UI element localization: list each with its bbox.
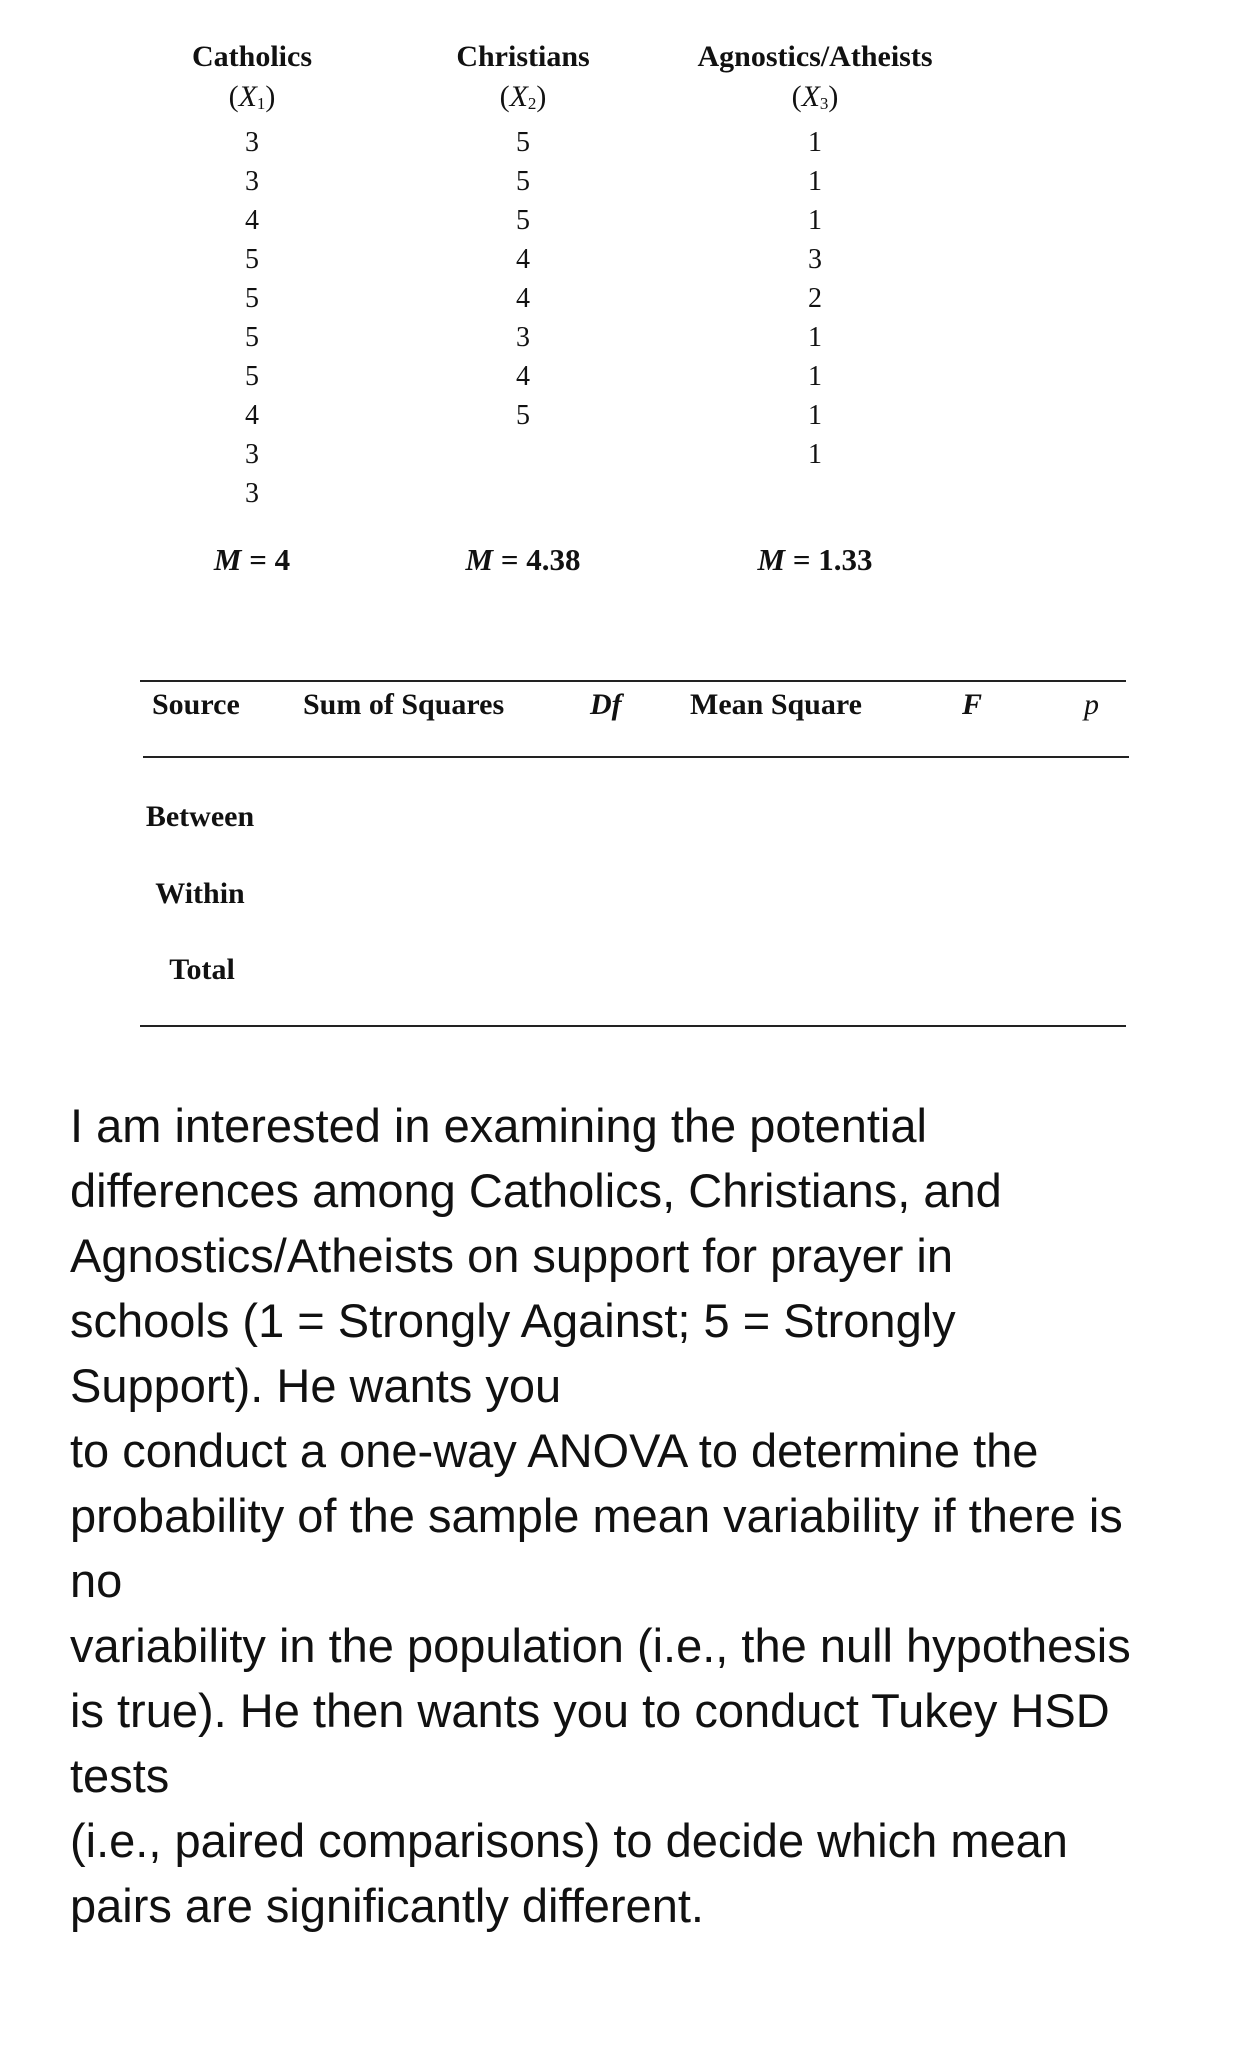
mean-catholics: M = 4 (213, 542, 291, 577)
data-value: 1 (808, 166, 822, 197)
text-line: Agnostics/Atheists on support for prayer in (70, 1229, 953, 1282)
row-between: Between (145, 800, 255, 833)
data-value: 5 (245, 283, 259, 314)
text-line: (i.e., paired comparisons) to decide which mean (70, 1814, 1068, 1867)
row-total: Total (169, 953, 235, 986)
data-value: 3 (808, 244, 822, 275)
data-value: 1 (808, 205, 822, 236)
data-value: 1 (808, 127, 822, 158)
column-variable: $(X_2)$ (499, 80, 547, 113)
data-value: 4 (245, 205, 259, 236)
data-value: 1 (808, 439, 822, 470)
row-within: Within (155, 877, 245, 910)
table-bottom-rule (140, 1025, 1126, 1027)
data-value: 1 (808, 400, 822, 431)
text-line: I am interested in examining the potential (70, 1099, 927, 1152)
column-variable: $(X_3)$ (791, 80, 839, 113)
mean-agnostics-atheists: M = 1.33 (757, 542, 873, 577)
data-value: 5 (516, 166, 530, 197)
data-value: 4 (516, 244, 530, 275)
data-value: 5 (516, 127, 530, 158)
data-value: 4 (516, 361, 530, 392)
text-line: no (70, 1554, 123, 1607)
data-value: 3 (245, 439, 259, 470)
text-line: Support). He wants you (70, 1359, 562, 1412)
mean-christians: M = 4.38 (465, 542, 581, 577)
text-line: schools (1 = Strongly Against; 5 = Strongly (70, 1294, 956, 1347)
data-value: 4 (516, 283, 530, 314)
column-header: Christians (456, 40, 590, 73)
table-top-rule (140, 680, 1126, 682)
column-agnostics-atheists (635, 38, 995, 474)
data-value: 3 (245, 478, 259, 509)
data-value: 3 (245, 166, 259, 197)
header-mean-square: Mean Square (690, 688, 862, 721)
data-value: 1 (808, 361, 822, 392)
column-header: Catholics (192, 40, 312, 73)
data-value: 5 (245, 361, 259, 392)
text-line: differences among Catholics, Christians, and (70, 1164, 1002, 1217)
text-line: to conduct a one-way ANOVA to determine the (70, 1424, 1039, 1477)
data-value: 5 (245, 322, 259, 353)
header-f: F (962, 688, 983, 721)
data-value: 4 (245, 400, 259, 431)
data-value: 1 (808, 322, 822, 353)
table-header-rule (143, 756, 1129, 758)
header-sum-of-squares: Sum of Squares (303, 688, 505, 721)
data-value: 5 (245, 244, 259, 275)
question-text (70, 1093, 1200, 1938)
data-value: 2 (808, 283, 822, 314)
column-variable: $(X_1)$ (228, 80, 276, 113)
header-df: Df (590, 688, 622, 721)
data-value: 3 (516, 322, 530, 353)
text-line: variability in the population (i.e., the null hypothesis (70, 1619, 1131, 1672)
header-p: p (1084, 688, 1099, 721)
text-line: tests (70, 1749, 170, 1802)
value-list (635, 123, 995, 474)
text-line: pairs are significantly different. (70, 1879, 704, 1932)
header-source: Source (152, 688, 240, 721)
column-header: Agnostics/Atheists (697, 40, 933, 73)
data-value: 5 (516, 400, 530, 431)
text-line: is true). He then wants you to conduct Tukey HSD (70, 1684, 1110, 1737)
text-line: probability of the sample mean variability if there is (70, 1489, 1123, 1542)
data-value: 3 (245, 127, 259, 158)
data-value: 5 (516, 205, 530, 236)
